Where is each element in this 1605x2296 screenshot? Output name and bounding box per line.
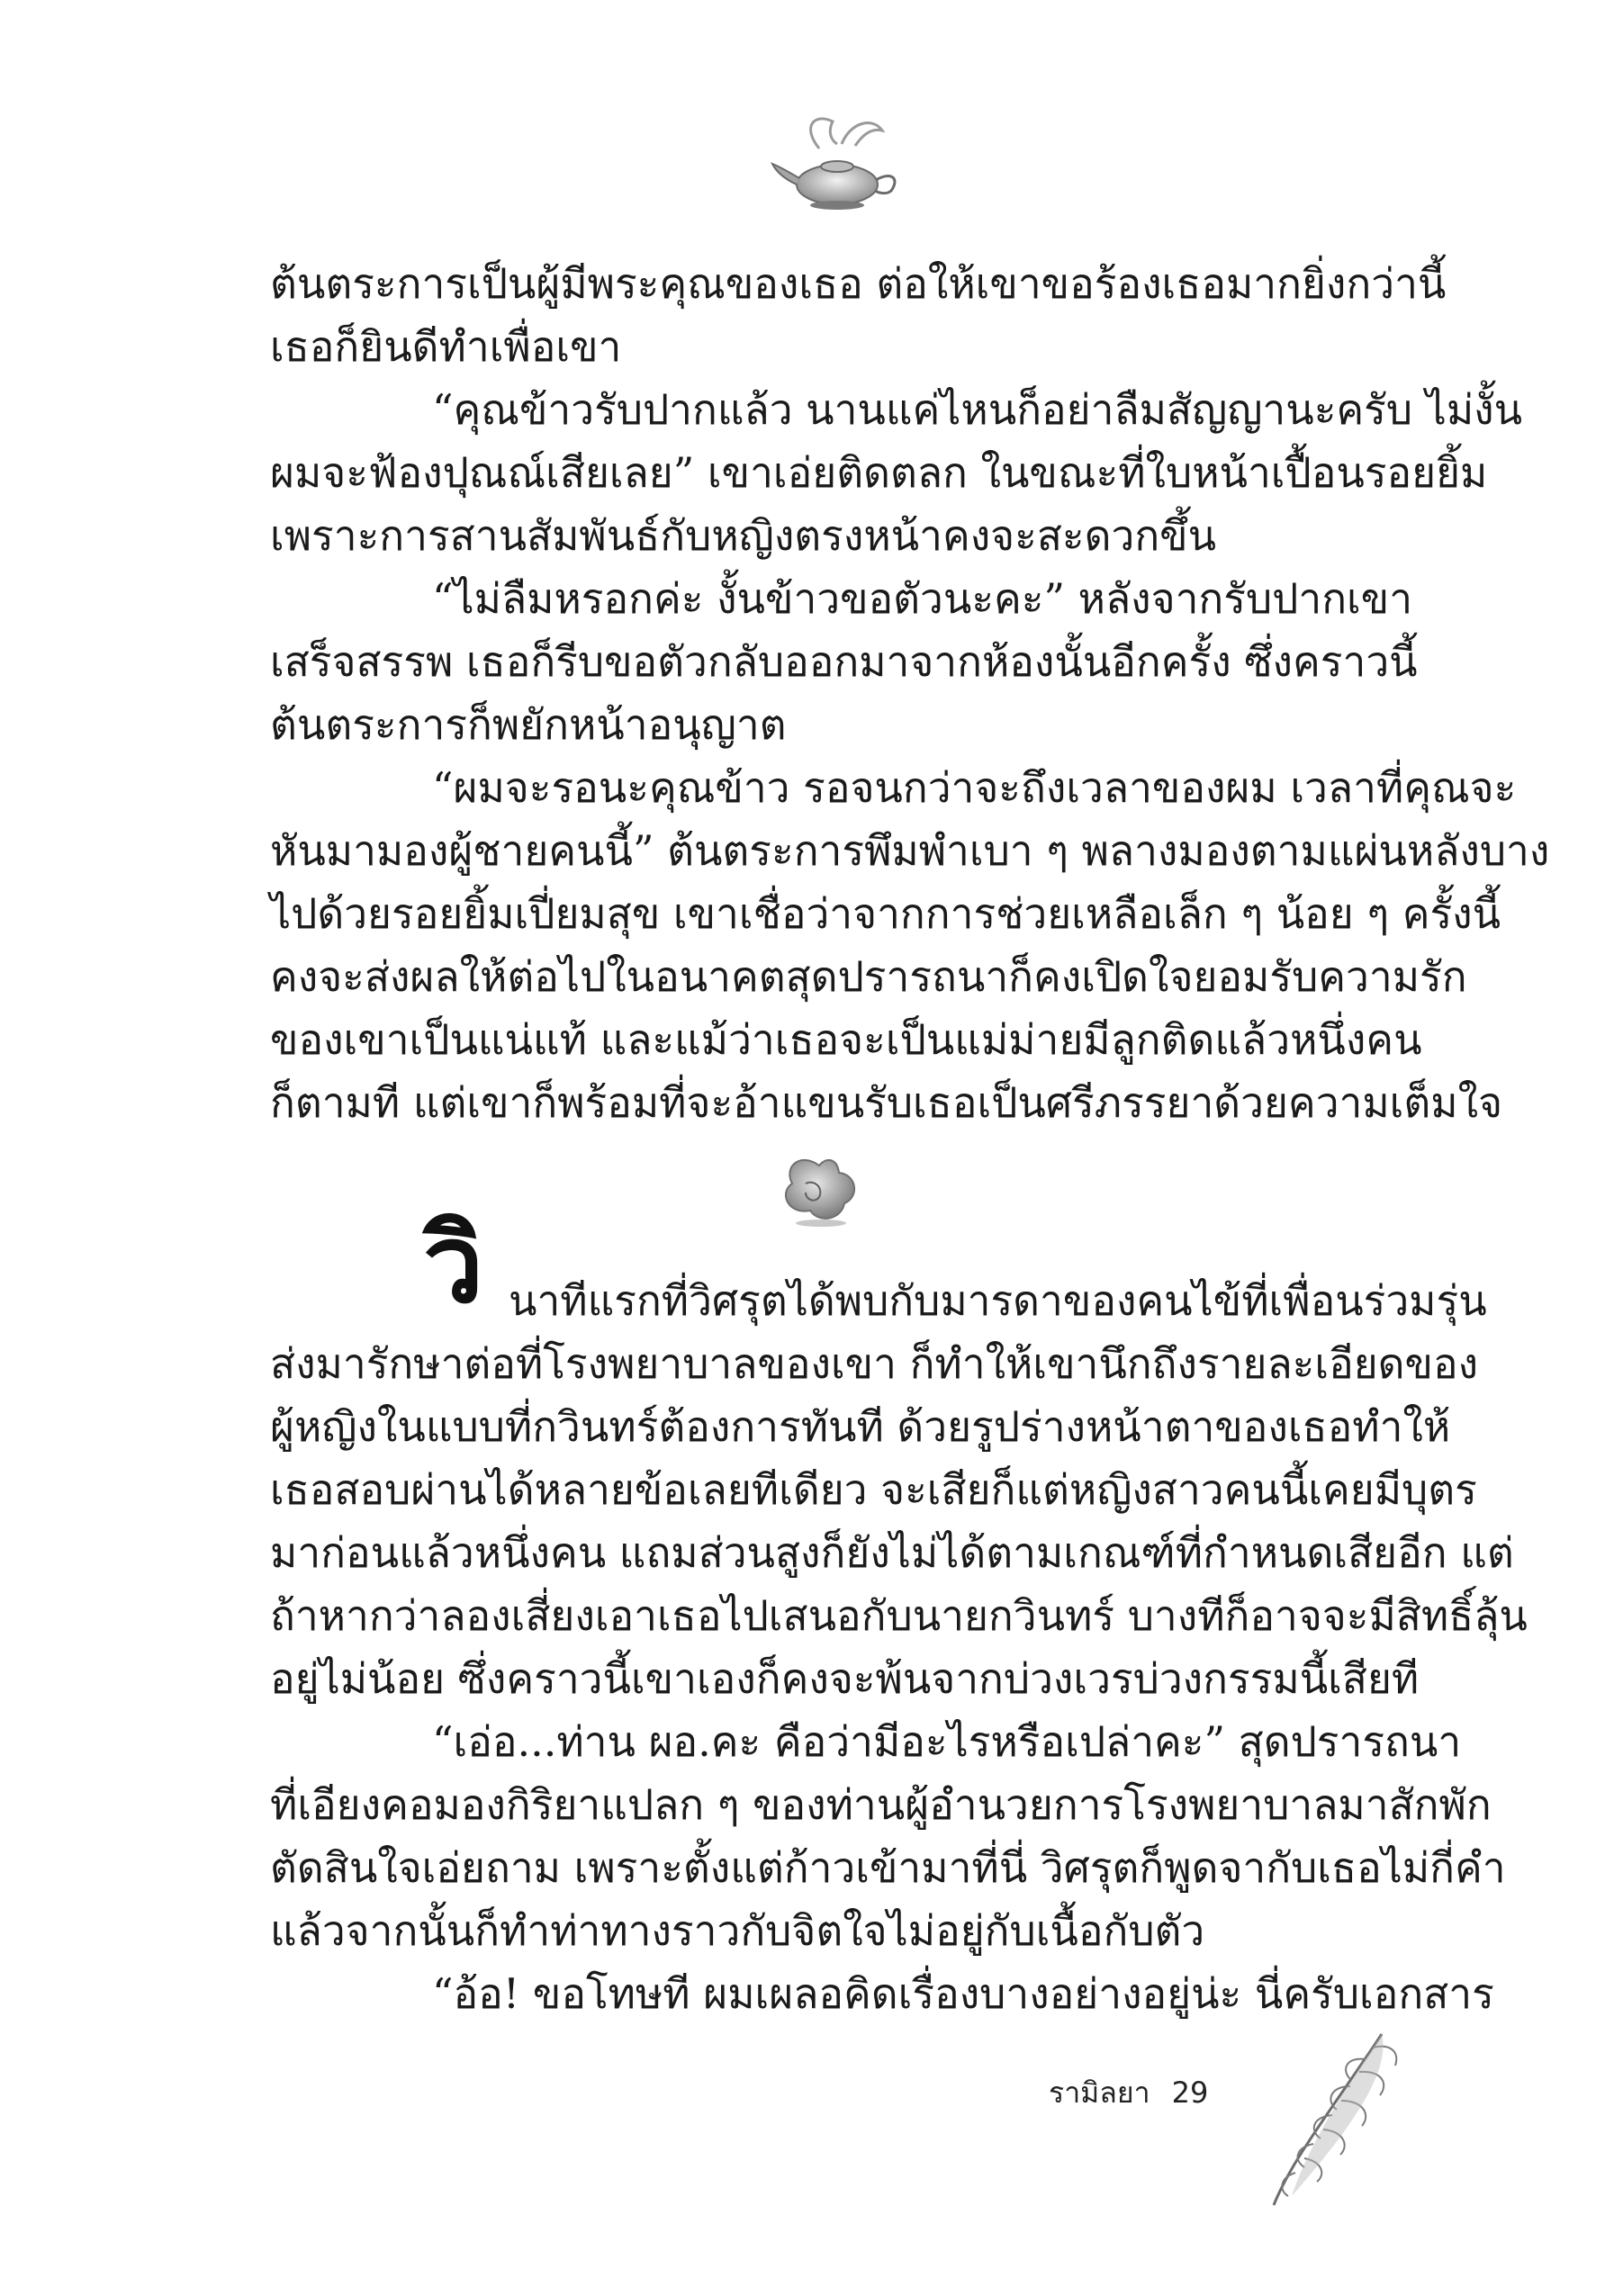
paragraph-line: ของเขาเป็นแน่แท้ และแม้ว่าเธอจะเป็นแม่ม่ายมีลูกติดแล้วหนึ่งคน [270,1015,1422,1064]
flower-ornament-icon [774,1148,864,1229]
paragraph-line: ต้นตระการเป็นผู้มีพระคุณของเธอ ต่อให้เขาขอร้องเธอมากยิ่งกว่านี้ [270,259,1447,308]
paragraph-line: อยู่ไม่น้อย ซึ่งคราวนี้เขาเองก็คงจะพ้นจากบ่วงเวรบ่วงกรรมนี้เสียที [270,1654,1420,1703]
paragraph-line: ที่เอียงคอมองกิริยาแปลก ๆ ของท่านผู้อำนวยการโรงพยาบาลมาสักพัก [270,1780,1492,1829]
paragraph-line: ผมจะฟ้องปุณณ์เสียเลย” เขาเอ่ยติดตลก ในขณะที่ใบหน้าเปื้อนรอยยิ้ม [270,448,1488,497]
paragraph-line: ตัดสินใจเอ่ยถาม เพราะตั้งแต่ก้าวเข้ามาที่นี่ วิศรุตก็พูดจากับเธอไม่กี่คำ [270,1843,1506,1892]
paragraph-line: “เอ่อ...ท่าน ผอ.คะ คือว่ามีอะไรหรือเปล่าคะ” สุดปรารถนา [432,1717,1462,1766]
paragraph-line: เพราะการสานสัมพันธ์กับหญิงตรงหน้าคงจะสะดวกขึ้น [270,511,1217,560]
paragraph-line: “คุณข้าวรับปากแล้ว นานแค่ไหนก็อย่าลืมสัญญานะครับ ไม่งั้น [432,385,1523,434]
paragraph-line: “ไม่ลืมหรอกค่ะ งั้นข้าวขอตัวนะคะ” หลังจากรับปากเขา [432,574,1413,623]
paragraph-line: เสร็จสรรพ เธอก็รีบขอตัวกลับออกมาจากห้องนั้นอีกครั้ง ซึ่งคราวนี้ [270,637,1418,686]
paragraph-line: ส่งมารักษาต่อที่โรงพยาบาลของเขา ก็ทำให้เขานึกถึงรายละเอียดของ [270,1339,1479,1388]
paragraph-line: คงจะส่งผลให้ต่อไปในอนาคตสุดปรารถนาก็คงเปิดใจยอมรับความรัก [270,952,1467,1001]
dropcap-line [270,1201,1487,1332]
paragraph-line: ถ้าหากว่าลองเสี่ยงเอาเธอไปเสนอกับนายกวินทร์ บางทีก็อาจจะมีสิทธิ์ลุ้น [270,1591,1528,1640]
paragraph-line: เธอสอบผ่านได้หลายข้อเลยทีเดียว จะเสียก็แต่หญิงสาวคนนี้เคยมีบุตร [270,1465,1477,1514]
drop-cap: วิ [423,1201,484,1328]
paragraph-line: นาทีแรกที่วิศรุตได้พบกับมารดาของคนไข้ที่เพื่อนร่วมรุ่น [509,1276,1487,1325]
paragraph-line: เธอก็ยินดีทำเพื่อเขา [270,322,622,371]
paragraph-line: ผู้หญิงในแบบที่กวินทร์ต้องการทันที ด้วยรูปร่างหน้าตาของเธอทำให้ [270,1402,1451,1451]
paragraph-line: มาก่อนแล้วหนึ่งคน แถมส่วนสูงก็ยังไม่ได้ตามเกณฑ์ที่กำหนดเสียอีก แต่ [270,1528,1514,1577]
paragraph-line: “ผมจะรอนะคุณข้าว รอจนกว่าจะถึงเวลาของผม เวลาที่คุณจะ [432,763,1517,812]
paragraph-line: “อ้อ! ขอโทษที ผมเผลอคิดเรื่องบางอย่างอยู่น่ะ นี่ครับเอกสาร [432,1969,1494,2018]
text-block-2 [270,1201,1528,2025]
text-block-1 [270,252,1550,1134]
page-footer [1049,2070,1208,2116]
paragraph-line: หันมามองผู้ชายคนนี้” ต้นตระการพึมพำเบา ๆ พลางมองตามแผ่นหลังบาง [270,826,1550,875]
paragraph-line: แล้วจากนั้นก็ทำท่าทางราวกับจิตใจไม่อยู่กับเนื้อกับตัว [270,1906,1205,1955]
paragraph-line: ก็ตามที แต่เขาก็พร้อมที่จะอ้าแขนรับเธอเป็นศรีภรรยาด้วยความเต็มใจ [270,1078,1503,1127]
paragraph-line: ไปด้วยรอยยิ้มเปี่ยมสุข เขาเชื่อว่าจากการช่วยเหลือเล็ก ๆ น้อย ๆ ครั้งนี้ [270,889,1501,938]
page-number: 29 [1171,2075,1209,2110]
teapot-ornament-icon [765,108,909,216]
book-title: รามิลยา [1049,2075,1150,2110]
feather-ornament-icon [1256,2016,1409,2214]
paragraph-line: ต้นตระการก็พยักหน้าอนุญาต [270,700,787,749]
